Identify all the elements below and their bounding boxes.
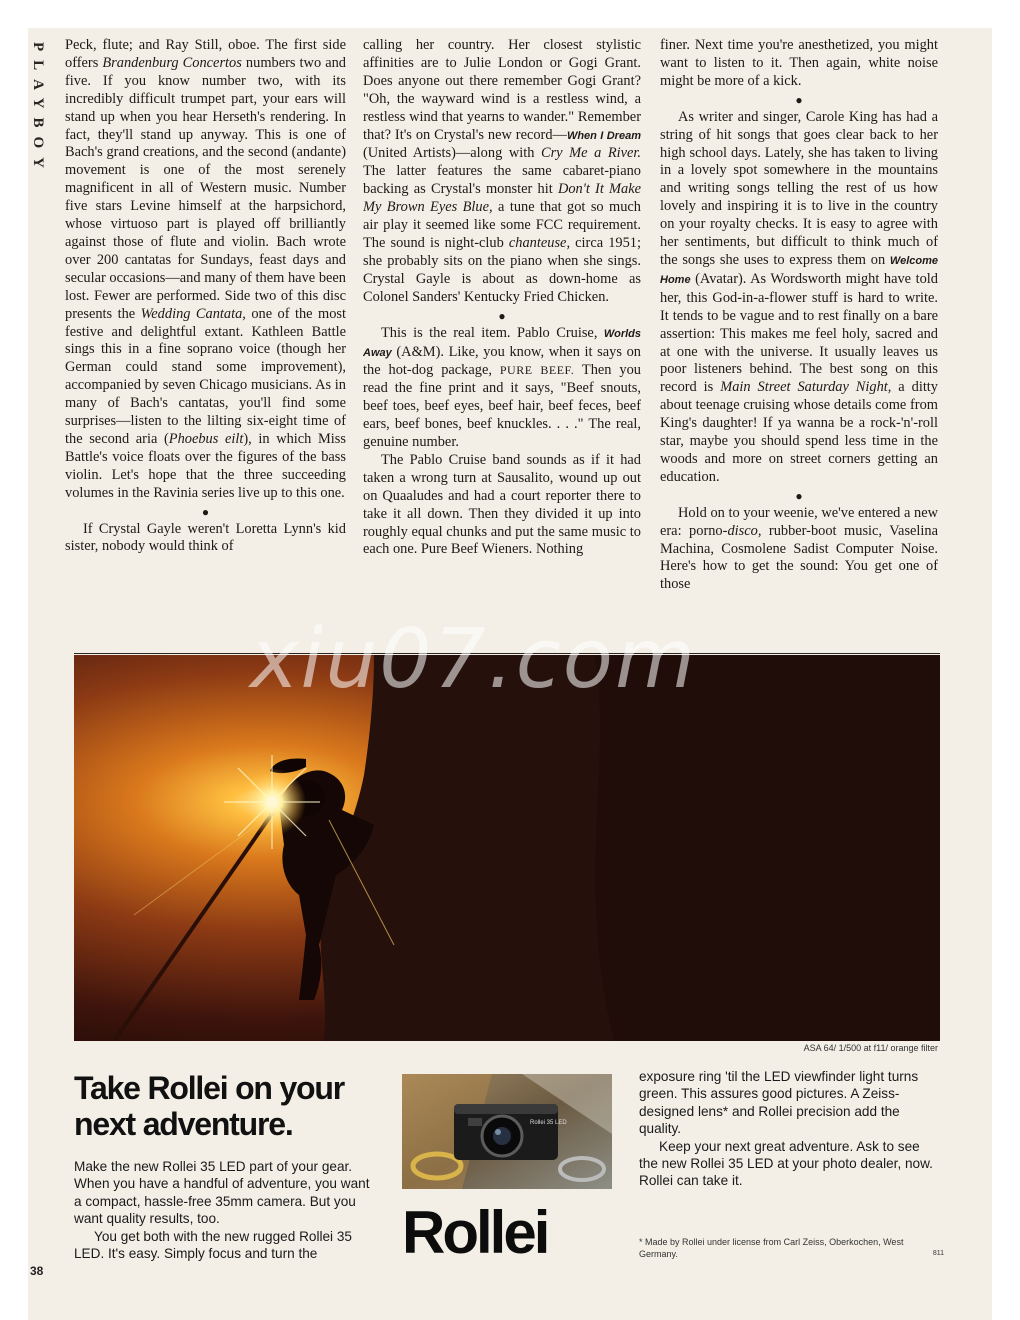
magazine-page <box>28 28 992 1320</box>
masthead <box>30 42 52 222</box>
paragraph: This is the real item. Pablo Cruise, Worlds Away (A&M). Like, you know, when it says on the hot-dog package, PURE BEEF. Then you read the fine print and it says, "Beef snouts, beef toes, beef eyes, beef hair, beef feces, beef ears, beef bones, beef knuckles. . . ." The real, genuine number. <box>363 324 641 451</box>
camera-product-photo <box>402 1074 612 1189</box>
paragraph: Hold on to your weenie, we've entered a new era: porno-disco, rubber-boot music, Vaselina Machina, Cosmolene Sadist Computer Noise. Here's how to get the sound: You get one of those <box>660 504 938 593</box>
section-bullet: ● <box>201 504 210 519</box>
page-number: 38 <box>30 1264 44 1278</box>
article-column-2 <box>363 37 641 643</box>
climber-photo-art <box>74 655 940 1041</box>
ad-headline-line: next adventure. <box>74 1106 293 1142</box>
paragraph: The Pablo Cruise band sounds as if it had taken a wrong turn at Sausalito, wound up out on Quaaludes and had a court reporter there to take it all down. Then they divided it up into roughly equal chunks and put the same music to each one. Pure Beef Wieners. Nothing <box>363 451 641 558</box>
ad-code: 811 <box>932 1250 944 1257</box>
paragraph: As writer and singer, Carole King has had a string of hit songs that goes clear back to her high school days. Lately, she has taken to living in a lovely spot somewhere in the mountains and writing songs telling the rest of us how lovely and inspiring it is to live in the country on your royalty checks. It is easy to agree with her sentiments, but difficult to think much of the songs she uses to express them on Welcome Home (Avatar). As Wordsworth might have told her, this God-in-a-flower stuff is hard to write. It tends to be vague and to rest finally on a bare assertion: This makes me feel holy, sacred and at one with the universe. It usually leaves us poor listeners behind. The best song on this record is Main Street Saturday Night, a ditty about teenage cruising whose details come from King's daughter! If ya wanna be a rock-'n'-roll star, maybe you should spend less time in the woods and more on street corners getting an education. <box>660 108 938 485</box>
masthead-text: PLAYBOY <box>30 42 46 177</box>
ad-paragraph: You get both with the new rugged Rollei 35 LED. It's easy. Simply focus and turn the <box>74 1228 352 1262</box>
camera-photo-art <box>402 1074 612 1189</box>
section-bullet: ● <box>795 488 803 503</box>
photo-caption: ASA 64/ 1/500 at f11/ orange filter <box>803 1043 938 1053</box>
paragraph: Peck, flute; and Ray Still, oboe. The first side offers Brandenburg Concertos numbers two and five. If you know number two, with its incredibly difficult trumpet part, your ears will stand up when you hear Herseth's rendering. In fact, they'll stand up anyway. This is one of Bach's grand creations, and the second (andante) movement is one of the most serenely magnificent in all of Western music. Number five stars Levine himself at the harpsichord, whose virtuoso part is played off brilliantly against those of flute and violin. Bach wrote over 200 cantatas for Sundays, feast days and secular occasions—and many of them have been lost. Fewer are performed. Side two of this disc presents the Wedding Cantata, one of the most festive and delightful extant. Kathleen Battle sings this in a fine soprano voice (though her German could stand some improvement), accompanied by seven Chicago musicians. As in many of Bach's cantatas, you'll find some surprises—listen to the lilting six-eight time of the second aria (Phoebus eilt), in which Miss Battle's voice floats over the figures of the bass violin. Let's hope that the three succeeding volumes in the Ravinia series live up to this one. <box>65 37 346 501</box>
sun-rays <box>224 755 320 849</box>
paragraph: calling her country. Her closest stylistic affinities are to Julie London or Gogi Grant. Does anyone out there remember Gogi Grant? "Oh, the wayward wind is a restless wind, a restless wind that yearns to wander." Remember that? It's on Crystal's new record—When I Dream (United Artists)—along with Cry Me a River. The latter features the same cabaret-piano backing as Crystal's monster hit Don't It Make My Brown Eyes Blue, a tune that got so much air play it seemed like some FCC requirement. The sound is night-club chanteuse, circa 1951; she probably sits on the piano when she sings. Crystal Gayle is about as down-home as Colonel Sanders' Kentucky Fried Chicken. <box>363 37 641 305</box>
paragraph: If Crystal Gayle weren't Loretta Lynn's kid sister, nobody would think of <box>65 520 346 555</box>
ad-paragraph: Make the new Rollei 35 LED part of your gear. When you have a handful of adventure, you want a compact, hassle-free 35mm camera. But you want quality results, too. <box>74 1159 370 1227</box>
ad-body-left <box>74 1158 376 1262</box>
paragraph: finer. Next time you're anesthetized, you might want to listen to it. Then again, white noise might be more of a kick. <box>660 37 938 89</box>
article-column-3 <box>660 37 938 643</box>
article-column-1 <box>65 37 346 643</box>
photo-top-rule <box>74 653 940 654</box>
section-bullet: ● <box>795 92 803 107</box>
ad-paragraph: Keep your next great adventure. Ask to see the new Rollei 35 LED at your photo dealer, now. Rollei can take it. <box>639 1138 933 1189</box>
watermark: xiu07.com <box>250 612 697 707</box>
ad-body-right <box>639 1068 941 1190</box>
rollei-logo: Rollei <box>402 1199 548 1266</box>
ad-paragraph: exposure ring 'til the LED viewfinder light turns green. This assures good pictures. A Zeiss-designed lens* and Rollei precision add the quality. <box>639 1069 919 1137</box>
climber-photo <box>74 655 940 1041</box>
footnote-text: * Made by Rollei under license from Carl Zeiss, Oberkochen, West Germany. <box>639 1237 904 1259</box>
ad-headline <box>74 1070 394 1142</box>
ad-footnote <box>639 1236 944 1260</box>
ad-headline-line: Take Rollei on your <box>74 1070 344 1106</box>
camera-label: Rollei 35 LED <box>530 1120 567 1126</box>
section-bullet: ● <box>498 308 506 323</box>
